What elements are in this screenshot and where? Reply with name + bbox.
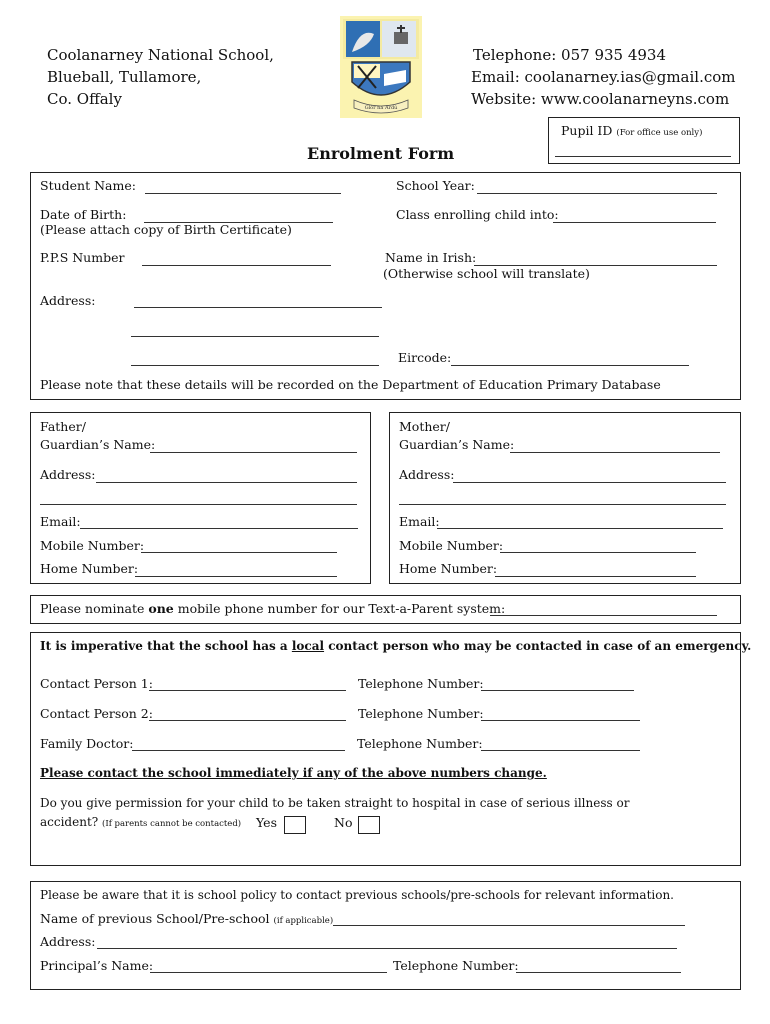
father-email-field[interactable] bbox=[80, 528, 358, 529]
mother-title: Mother/ bbox=[399, 419, 450, 434]
crest-motto: Glór na Ardú bbox=[364, 105, 398, 111]
pps-field[interactable] bbox=[142, 265, 331, 266]
pupil-id-box bbox=[548, 117, 740, 164]
contact2-label: Contact Person 2: bbox=[40, 706, 153, 721]
class-label: Class enrolling child into: bbox=[396, 207, 559, 222]
father-title: Father/ bbox=[40, 419, 86, 434]
eircode-field[interactable] bbox=[451, 365, 689, 366]
doctor-label: Family Doctor: bbox=[40, 736, 134, 751]
yes-checkbox[interactable] bbox=[284, 816, 306, 834]
mother-home-label: Home Number: bbox=[399, 561, 498, 576]
emergency-heading: It is imperative that the school has a local contact person who may be contacted in case of an emergency. bbox=[40, 639, 752, 653]
mother-email-label: Email: bbox=[399, 514, 440, 529]
student-name-field[interactable] bbox=[145, 193, 341, 194]
contact1-telephone-label: Telephone Number: bbox=[358, 676, 484, 691]
contact-details bbox=[471, 44, 736, 110]
student-address-field-2[interactable] bbox=[131, 336, 379, 337]
mother-address-field-2[interactable] bbox=[399, 504, 726, 505]
text-a-parent-field[interactable] bbox=[490, 615, 717, 616]
eircode-label: Eircode: bbox=[398, 350, 452, 365]
numbers-change-notice: Please contact the school immediately if any of the above numbers change. bbox=[40, 766, 547, 780]
irish-name-label: Name in Irish: bbox=[385, 250, 477, 265]
mother-name-label: Guardian’s Name: bbox=[399, 437, 515, 452]
mother-home-field[interactable] bbox=[495, 576, 696, 577]
mother-email-field[interactable] bbox=[437, 528, 723, 529]
class-field[interactable] bbox=[553, 222, 716, 223]
database-note: Please note that these details will be recorded on the Department of Education Primary Database bbox=[40, 377, 661, 392]
contact1-label: Contact Person 1: bbox=[40, 676, 153, 691]
page-title: Enrolment Form bbox=[307, 144, 455, 163]
no-label: No bbox=[334, 815, 353, 830]
father-address-label: Address: bbox=[40, 467, 96, 482]
mother-address-label: Address: bbox=[399, 467, 455, 482]
doctor-telephone-field[interactable] bbox=[481, 750, 640, 751]
text-a-parent-label: Please nominate one mobile phone number for our Text-a-Parent system: bbox=[40, 601, 506, 616]
mother-mobile-field[interactable] bbox=[500, 552, 696, 553]
email-text: Email: coolanarney.ias@gmail.com bbox=[471, 68, 736, 86]
father-name-field[interactable] bbox=[150, 452, 357, 453]
father-mobile-field[interactable] bbox=[141, 552, 337, 553]
contact2-field[interactable] bbox=[149, 720, 346, 721]
permission-question-2: accident? (If parents cannot be contacted) bbox=[40, 815, 242, 829]
irish-name-note: (Otherwise school will translate) bbox=[383, 266, 590, 281]
policy-note: Please be aware that it is school policy to contact previous schools/pre-schools for relevant information. bbox=[40, 888, 674, 902]
principal-telephone-label: Telephone Number: bbox=[393, 958, 519, 973]
pupil-id-note: (For office use only) bbox=[616, 128, 703, 138]
pupil-id-label: Pupil ID bbox=[561, 123, 613, 138]
dob-note: (Please attach copy of Birth Certificate) bbox=[40, 222, 292, 237]
principal-telephone-field[interactable] bbox=[516, 972, 681, 973]
telephone-text: Telephone: 057 935 4934 bbox=[473, 46, 667, 64]
student-address-label: Address: bbox=[40, 293, 96, 308]
student-name-label: Student Name: bbox=[40, 178, 136, 193]
no-checkbox[interactable] bbox=[358, 816, 380, 834]
student-address-field-3[interactable] bbox=[131, 365, 379, 366]
father-name-label: Guardian’s Name: bbox=[40, 437, 156, 452]
father-email-label: Email: bbox=[40, 514, 81, 529]
contact2-telephone-field[interactable] bbox=[481, 720, 640, 721]
contact2-telephone-label: Telephone Number: bbox=[358, 706, 484, 721]
principal-name-field[interactable] bbox=[150, 972, 387, 973]
previous-school-note: (if applicable) bbox=[273, 916, 334, 926]
principal-name-label: Principal’s Name: bbox=[40, 958, 154, 973]
dob-label: Date of Birth: bbox=[40, 207, 127, 222]
father-mobile-label: Mobile Number: bbox=[40, 538, 145, 553]
school-year-label: School Year: bbox=[396, 178, 475, 193]
father-home-field[interactable] bbox=[135, 576, 337, 577]
doctor-field[interactable] bbox=[132, 750, 345, 751]
previous-address-label: Address: bbox=[40, 934, 96, 949]
contact1-field[interactable] bbox=[149, 690, 346, 691]
pps-label: P.P.S Number bbox=[40, 250, 125, 265]
contact1-telephone-field[interactable] bbox=[481, 690, 634, 691]
pupil-id-field[interactable] bbox=[555, 156, 731, 157]
mother-address-field-1[interactable] bbox=[453, 482, 726, 483]
school-crest-logo bbox=[340, 16, 422, 118]
previous-school-field[interactable] bbox=[333, 925, 685, 926]
father-address-field-1[interactable] bbox=[96, 482, 357, 483]
address-line-1: Blueball, Tullamore, bbox=[47, 68, 202, 86]
mother-mobile-label: Mobile Number: bbox=[399, 538, 504, 553]
father-home-label: Home Number: bbox=[40, 561, 139, 576]
doctor-telephone-label: Telephone Number: bbox=[357, 736, 483, 751]
address-line-2: Co. Offaly bbox=[47, 90, 122, 108]
school-address bbox=[47, 44, 274, 110]
previous-address-field[interactable] bbox=[97, 948, 677, 949]
school-year-field[interactable] bbox=[477, 193, 717, 194]
mother-name-field[interactable] bbox=[510, 452, 720, 453]
father-address-field-2[interactable] bbox=[40, 504, 357, 505]
yes-label: Yes bbox=[256, 815, 277, 830]
previous-school-label: Name of previous School/Pre-school (if applicable) bbox=[40, 911, 334, 926]
permission-question: Do you give permission for your child to be taken straight to hospital in case of serious illness or bbox=[40, 796, 630, 810]
school-name: Coolanarney National School, bbox=[47, 46, 274, 64]
website-text: Website: www.coolanarneyns.com bbox=[471, 90, 730, 108]
student-address-field-1[interactable] bbox=[134, 307, 382, 308]
permission-note: (If parents cannot be contacted) bbox=[102, 819, 242, 829]
